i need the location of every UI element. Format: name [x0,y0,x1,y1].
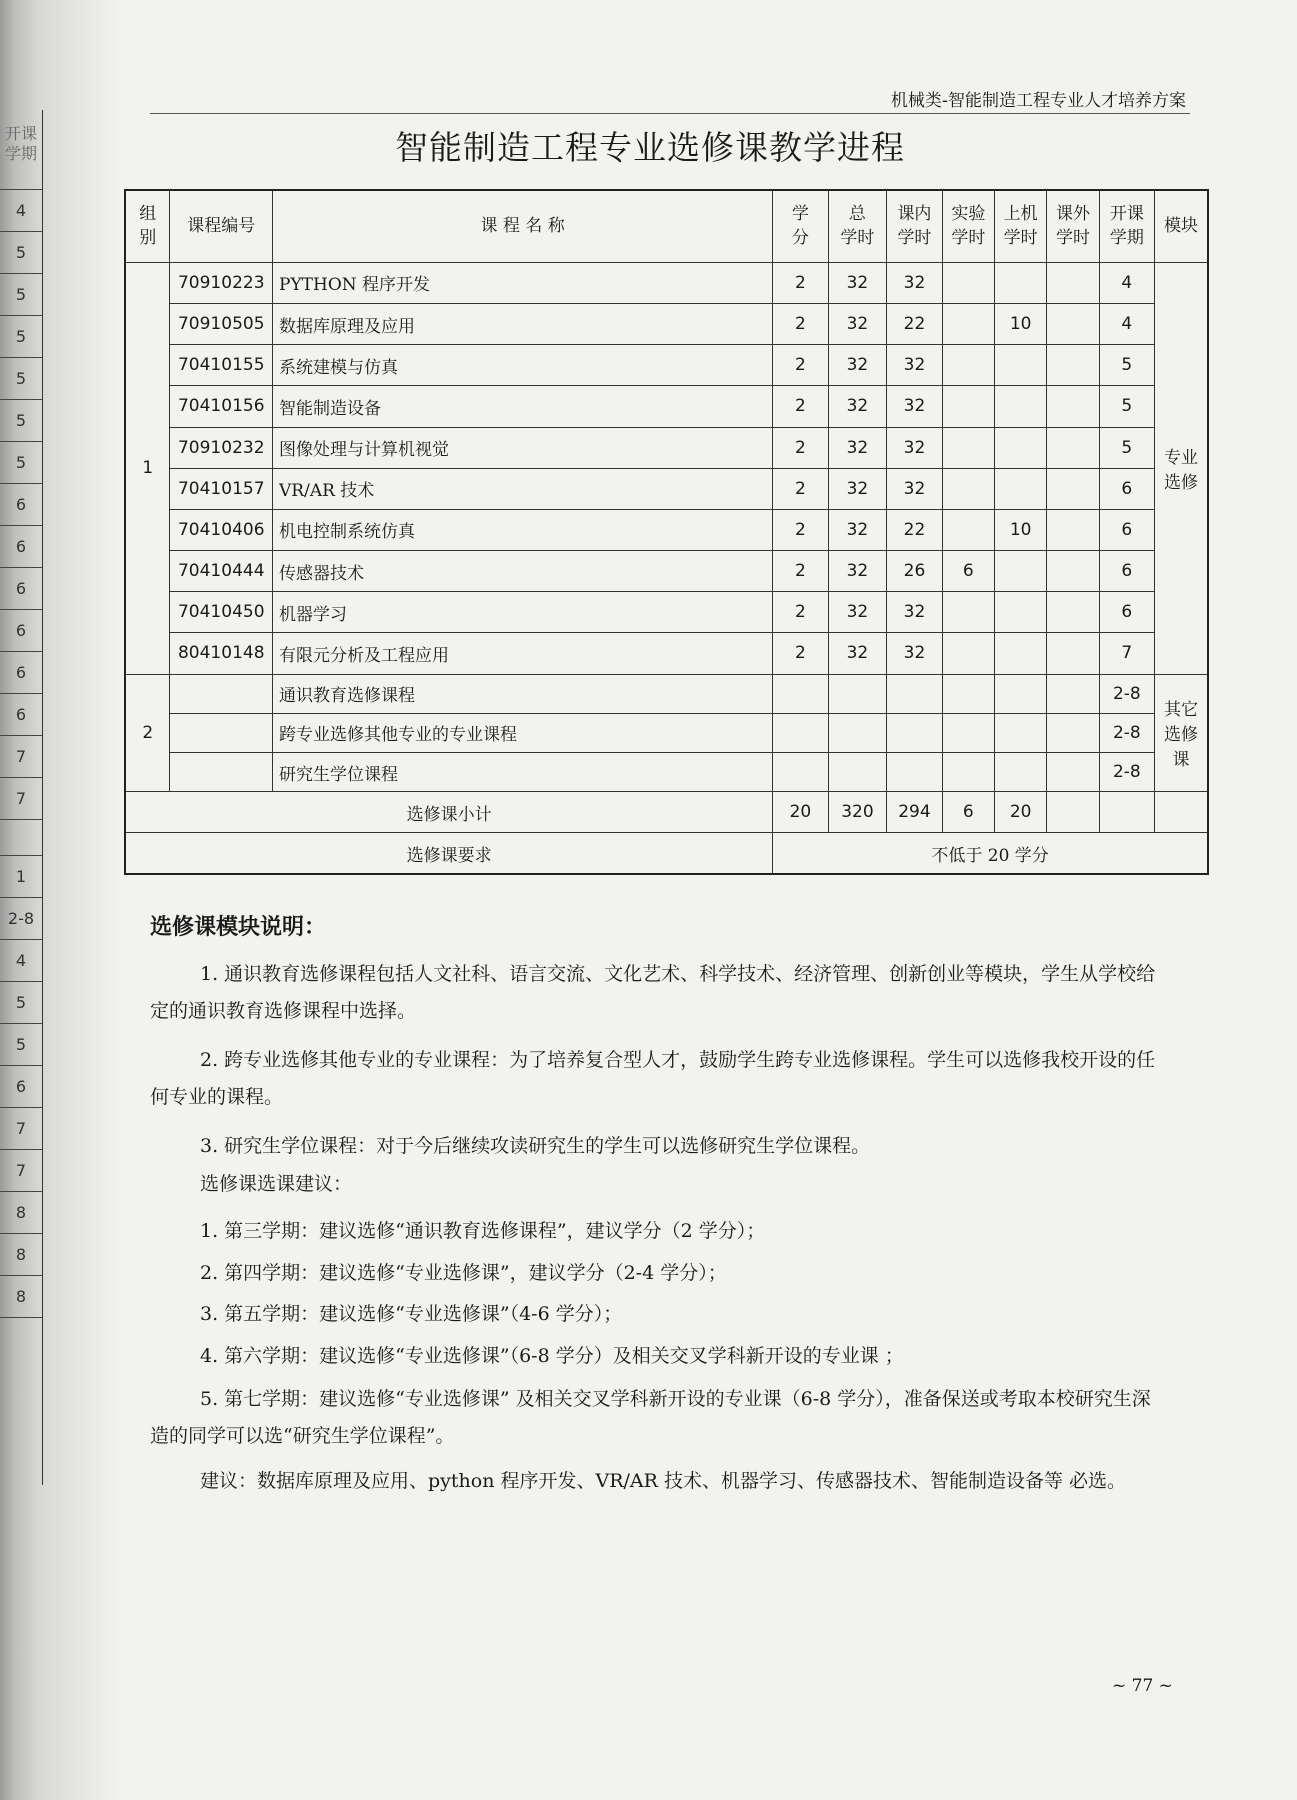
course-code: 70410156 [170,386,273,427]
course-total-hours: 32 [828,468,887,509]
running-head: 机械类-智能制造工程专业人才培养方案 [890,91,1186,111]
subtotal-module [1155,792,1208,833]
course-semester: 6 [1099,551,1154,592]
empty-hours-cell [1047,713,1099,752]
course-name: 传感器技术 [273,551,773,592]
course-computer-hours [994,592,1046,633]
adjacent-semester-cell: 5 [0,316,42,358]
header-rule [150,113,1190,114]
course-extra-hours [1047,303,1099,344]
adjacent-semester-cell [0,820,42,856]
requirement-row [125,833,1208,874]
course-credit: 2 [773,509,828,550]
empty-hours-cell [828,713,887,752]
course-name: 跨专业选修其他专业的专业课程 [273,713,773,752]
course-credit: 2 [773,262,828,303]
notes-heading: 选修课模块说明： [150,915,327,940]
advice-item-5: 5. 第七学期：建议选修“专业选修课” 及相关交叉学科新开设的专业课（6-8 学分），准备保送或考取本校研究生深造的同学可以选“研究生学位课程”。 [150,1388,1151,1447]
empty-hours-cell [994,713,1046,752]
course-semester: 6 [1099,509,1154,550]
subtotal-total: 320 [828,792,887,833]
adjacent-header-line: 学期 [4,144,37,163]
course-name: 智能制造设备 [273,386,773,427]
subtotal-semester [1099,792,1154,833]
module-label-line: 选修 [1164,725,1199,746]
course-total-hours: 32 [828,303,887,344]
requirement-value: 不低于 20 学分 [773,833,1208,874]
adjacent-semester-cell: 4 [0,190,42,232]
adjacent-semester-cell: 8 [0,1234,42,1276]
course-total-hours: 32 [828,592,887,633]
requirement-label: 选修课要求 [125,833,773,874]
course-code: 70410157 [170,468,273,509]
course-lab-hours [942,303,994,344]
course-code: 80410148 [170,633,273,674]
empty-hours-cell [994,752,1046,791]
subtotal-computer: 20 [994,792,1046,833]
course-credit: 2 [773,386,828,427]
header-total-hours: 总 学时 [828,190,887,262]
subtotal-class: 294 [887,792,942,833]
course-semester: 7 [1099,633,1154,674]
adjacent-semester-cell: 5 [0,982,42,1024]
course-total-hours: 32 [828,345,887,386]
header-computer-hours: 上机 学时 [994,190,1046,262]
table-row [125,303,1208,344]
table-row [125,713,1208,752]
header-semester: 开课 学期 [1099,190,1154,262]
empty-hours-cell [942,674,994,713]
header-credit: 学 分 [773,190,828,262]
course-computer-hours [994,551,1046,592]
advice-item-1: 1. 第三学期：建议选修“通识教育选修课程”，建议学分（2 学分）； [200,1220,766,1242]
subtotal-row [125,792,1208,833]
empty-hours-cell [828,752,887,791]
adjacent-semester-cell: 5 [0,442,42,484]
header-code: 课程编号 [170,190,273,262]
course-credit: 2 [773,303,828,344]
subtotal-lab: 6 [942,792,994,833]
course-total-hours: 32 [828,427,887,468]
course-name: VR/AR 技术 [273,468,773,509]
table-header-row [125,190,1208,262]
course-class-hours: 32 [887,592,942,633]
course-class-hours: 32 [887,386,942,427]
subtotal-label: 选修课小计 [125,792,773,833]
course-code: 70910505 [170,303,273,344]
adjacent-semester-cell: 7 [0,1150,42,1192]
adjacent-semester-cell: 1 [0,856,42,898]
course-extra-hours [1047,345,1099,386]
note-paragraph-3: 3. 研究生学位课程：对于今后继续攻读研究生的学生可以选修研究生学位课程。 [200,1135,871,1157]
module-label-line: 课 [1172,750,1190,771]
table-row [125,427,1208,468]
empty-hours-cell [1047,752,1099,791]
empty-hours-cell [1047,674,1099,713]
adjacent-page-semester-column [0,110,43,1485]
course-lab-hours [942,386,994,427]
header-lab-hours: 实验 学时 [942,190,994,262]
empty-hours-cell [773,713,828,752]
adjacent-semester-cell: 6 [0,484,42,526]
empty-hours-cell [994,674,1046,713]
empty-hours-cell [828,674,887,713]
course-credit: 2 [773,633,828,674]
group-2-module [1155,674,1208,792]
course-semester: 5 [1099,427,1154,468]
course-semester: 2-8 [1099,713,1154,752]
adjacent-semester-cell: 6 [0,568,42,610]
empty-hours-cell [887,752,942,791]
course-class-hours: 32 [887,633,942,674]
course-computer-hours [994,633,1046,674]
course-total-hours: 32 [828,262,887,303]
course-code: 70910232 [170,427,273,468]
empty-hours-cell [887,674,942,713]
empty-hours-cell [773,752,828,791]
adjacent-semester-cell: 6 [0,1066,42,1108]
adjacent-column-header [0,110,42,190]
subtotal-credit: 20 [773,792,828,833]
course-credit: 2 [773,551,828,592]
note-paragraph-1: 1. 通识教育选修课程包括人文社科、语言交流、文化艺术、科学技术、经济管理、创新创业等模块，学生从学校给定的通识教育选修课程中选择。 [150,963,1156,1022]
course-name: 通识教育选修课程 [273,674,773,713]
course-extra-hours [1047,262,1099,303]
adjacent-semester-cell: 6 [0,652,42,694]
course-name: 有限元分析及工程应用 [273,633,773,674]
adjacent-semester-cell: 5 [0,1024,42,1066]
table-row [125,752,1208,791]
course-semester: 4 [1099,262,1154,303]
module-label-line: 选修 [1164,473,1199,494]
course-class-hours: 26 [887,551,942,592]
table-row [125,551,1208,592]
advice-item-4: 4. 第六学期：建议选修“专业选修课”（6-8 学分）及相关交叉学科新开设的专业课 ； [200,1345,904,1367]
elective-course-table [124,189,1209,875]
course-semester: 5 [1099,345,1154,386]
advice-item-3: 3. 第五学期：建议选修“专业选修课”（4-6 学分）； [200,1303,623,1325]
course-total-hours: 32 [828,551,887,592]
course-semester: 4 [1099,303,1154,344]
empty-hours-cell [942,752,994,791]
table-row [125,633,1208,674]
table-row [125,345,1208,386]
course-name: 数据库原理及应用 [273,303,773,344]
course-semester: 2-8 [1099,752,1154,791]
adjacent-semester-cell: 5 [0,274,42,316]
course-code: 70910223 [170,262,273,303]
course-class-hours: 22 [887,303,942,344]
course-extra-hours [1047,468,1099,509]
course-lab-hours [942,633,994,674]
adjacent-semester-cell: 4 [0,940,42,982]
course-semester: 6 [1099,592,1154,633]
adjacent-semester-cell: 5 [0,232,42,274]
course-computer-hours [994,427,1046,468]
header-extra-hours: 课外 学时 [1047,190,1099,262]
header-module: 模块 [1155,190,1208,262]
course-lab-hours [942,468,994,509]
course-class-hours: 32 [887,468,942,509]
course-code: 70410444 [170,551,273,592]
course-lab-hours [942,509,994,550]
header-name: 课 程 名 称 [273,190,773,262]
course-extra-hours [1047,592,1099,633]
course-extra-hours [1047,633,1099,674]
table-row [125,592,1208,633]
course-lab-hours [942,262,994,303]
course-extra-hours [1047,551,1099,592]
course-lab-hours [942,427,994,468]
course-extra-hours [1047,509,1099,550]
course-computer-hours [994,345,1046,386]
empty-hours-cell [942,713,994,752]
course-total-hours: 32 [828,386,887,427]
course-code [170,713,273,752]
group-2-label: 2 [125,674,170,792]
course-code [170,752,273,791]
course-credit: 2 [773,592,828,633]
course-credit: 2 [773,427,828,468]
course-total-hours: 32 [828,509,887,550]
table-row [125,468,1208,509]
course-computer-hours [994,386,1046,427]
course-code: 70410406 [170,509,273,550]
page-number: ~ 77 ~ [1112,1676,1173,1696]
course-class-hours: 32 [887,262,942,303]
course-class-hours: 32 [887,345,942,386]
adjacent-semester-cell: 7 [0,736,42,778]
course-credit: 2 [773,345,828,386]
course-computer-hours [994,262,1046,303]
adjacent-semester-cell: 2-8 [0,898,42,940]
course-lab-hours [942,345,994,386]
course-total-hours: 32 [828,633,887,674]
course-computer-hours: 10 [994,509,1046,550]
empty-hours-cell [887,713,942,752]
course-class-hours: 22 [887,509,942,550]
course-computer-hours [994,468,1046,509]
course-name: 图像处理与计算机视觉 [273,427,773,468]
adjacent-semester-cell: 6 [0,610,42,652]
table-row [125,674,1208,713]
adjacent-semester-cell: 5 [0,400,42,442]
course-lab-hours: 6 [942,551,994,592]
course-semester: 6 [1099,468,1154,509]
course-computer-hours: 10 [994,303,1046,344]
table-row [125,509,1208,550]
header-group: 组 别 [125,190,170,262]
module-label-line: 专业 [1164,448,1199,469]
group-1-label: 1 [125,262,170,674]
advice-item-2: 2. 第四学期：建议选修“专业选修课”，建议学分（2-4 学分）； [200,1262,727,1284]
note-paragraph-2: 2. 跨专业选修其他专业的专业课程：为了培养复合型人才，鼓励学生跨专业选修课程。学生可以选修我校开设的任何专业的课程。 [150,1049,1156,1108]
group-1-module [1155,262,1208,674]
adjacent-semester-cell: 8 [0,1192,42,1234]
adjacent-semester-cell: 6 [0,694,42,736]
course-name: 系统建模与仿真 [273,345,773,386]
course-extra-hours [1047,386,1099,427]
adjacent-semester-cell: 6 [0,526,42,568]
table-row [125,262,1208,303]
course-name: 机电控制系统仿真 [273,509,773,550]
course-lab-hours [942,592,994,633]
course-name: 机器学习 [273,592,773,633]
advice-heading: 选修课选课建议： [200,1173,353,1195]
adjacent-header-line: 开课 [4,124,37,143]
course-code: 70410155 [170,345,273,386]
course-class-hours: 32 [887,427,942,468]
adjacent-semester-cell: 5 [0,358,42,400]
recommendation: 建议：数据库原理及应用、python 程序开发、VR/AR 技术、机器学习、传感器技术、智能制造设备等 必选。 [200,1470,1127,1492]
course-credit: 2 [773,468,828,509]
empty-hours-cell [773,674,828,713]
course-semester: 5 [1099,386,1154,427]
course-name: 研究生学位课程 [273,752,773,791]
adjacent-semester-cell: 7 [0,1108,42,1150]
table-row [125,386,1208,427]
adjacent-semester-cell: 7 [0,778,42,820]
adjacent-semester-cell: 8 [0,1276,42,1318]
header-class-hours: 课内 学时 [887,190,942,262]
course-extra-hours [1047,427,1099,468]
page-title: 智能制造工程专业选修课教学进程 [395,128,905,167]
course-semester: 2-8 [1099,674,1154,713]
course-name: PYTHON 程序开发 [273,262,773,303]
module-label-line: 其它 [1164,700,1199,721]
course-code [170,674,273,713]
subtotal-extra [1047,792,1099,833]
course-code: 70410450 [170,592,273,633]
